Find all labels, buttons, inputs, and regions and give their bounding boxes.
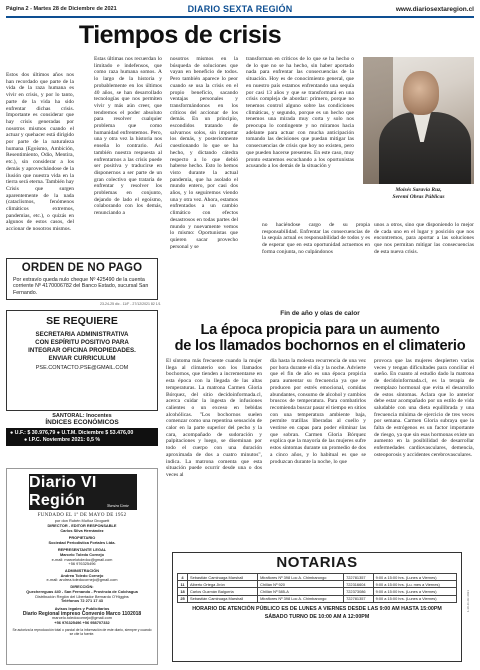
- ad-email[interactable]: PSE.CONTACTO.PSE@GMAIL.COM: [35, 365, 129, 371]
- table-row: [178, 588, 457, 595]
- table-cell: Miraflores Nº 398 Loc A. Chimbarongo: [258, 574, 344, 581]
- director-name: Carlos Silva Hernández: [60, 528, 104, 534]
- article2-text: día hasta la molesta recurrencia de una vez por hora durante el día y la noche. Advierte que el fin de año es una época propicia para aumentar su frecuencia ya que se producen por estrés emocional, comidas abundantes, consumo de alcohol y cambios bruscos de temperatura. Para combatirlos recomienda buscar pasar el tiempo en sitios con una temperatura ambiente baja, permite tratillas liberadas al cuello y vestirse en capas para poder eliminar las que sobran. Carmen Gloria Bórquez explica que la mayoría de las mujeres sufre estos síntomas durante un promedio de dos a cinco años, y lo habitual es que se produzcan durante la noche, lo que: [270, 358, 366, 465]
- table-cell: Carlos Guzmán Balgorria: [188, 588, 258, 595]
- notices-label: Avisos legales y Publicitarios: [54, 605, 110, 611]
- article1-column-3: [170, 56, 238, 250]
- article1-text: unos a otros, sino que disponiendo lo mejor de cada uno en el lugar y posición que nos encontremos, para aportar a las soluciones que nos permitan mitigar las consecuencias de esta nueva crisis.: [374, 222, 474, 255]
- ad-title: ORDEN DE NO PAGO: [21, 262, 143, 274]
- ad-line: INTEGRAR OFICINA PROPIEDADES.: [28, 347, 136, 354]
- article1-text: Estos dos últimos años nos han recordado que parte de la vida de la raza humana es vivir en crisis, y por lo tanto, parte de la vida ha sido enfrentar dichas crisis. Importante es considerar que hay crisis generadas por nosotros mismos cuando el actuar y quehacer está dirigido por parte de la naturaleza humana (Egoísmo, Ambición, Resentimiento, Odio, Mentira, etc.), sin considerar a los demás y aprovechándose de la ilusión que nuestra vida en la tierra será eterna. También hay Crisis que surgen aparentemente de la nada (cataclismos, fenómenos climáticos extremos, pandemias, etc.), o quizás en algunos de estos casos, del accionar de nosotros mismos.: [6, 72, 74, 233]
- ad-line: SECRETARIA ADMINISTRATIVA: [35, 331, 129, 338]
- economic-indices: [6, 413, 158, 446]
- article2-text: provoca que las mujeres despierten varias veces y tengan dificultades para conciliar el sueño. En cuanto al estudio dado la matrona de decidoinformada.cl, es la terapia de reemplazo hormonal que evita el desarrollo de estos síntomas. Aclara que lo anterior debe estar acompañado por un estilo de vida saludable con una dieta equilibrada y una frecuencia mínima de ejercicio de tres veces por semana. Carmen Gloria subraya que la falta de estrógenos es un factor importante de riesgo, ya que sin esas hormonas existe un aumento en la posibilidad de desarrollar enfermedades cardiovasculares, demencia, osteoporosis y accidentes cerebrovasculares.: [374, 358, 474, 458]
- distribution: Distribución Región del Libertador Bernardo O'Higgins: [35, 593, 129, 599]
- imprint-footer: Se autoriza la reproducción total o parcial de la información de este diario, siempre y cuando se cite la fuente.: [12, 627, 152, 637]
- ad-reference: 23-24-25 dic - 11/F - 27/12/2021 82 1/1: [100, 302, 161, 306]
- santoral: SANTORAL: Inocentes: [52, 413, 112, 419]
- indices-row: ● I.P.C. Noviembre 2021: 0,5 %: [24, 437, 101, 443]
- article1-text: nosotros mismos en la búsqueda de soluciones que vayan en beneficio de todos. Pero también aparece lo peor cuando se usa la crisis en el propio beneficio, sacando ventajas personales y transformándonos en los críticos del accionar de los demás. En un principio, escondidos tratando de salvarnos solos, sin importar los demás, y posteriormente cuestionando lo que se ha hecho, y dictando cátedra respecto a lo que debió haberse hecho. Esto lo hemos visto durante la actual pandemia, que ha asolado el mundo entero, por casi dos años, y lo seguiremos viendo una y otra vez. Ahora, estamos enfrentados a un cambio climático con efectos desastrosos en todas partes del mundo y nuevamente vemos lo mismo: Oportunistas que quieren sacar provecho personal y se: [170, 56, 238, 250]
- table-cell: 9:00 a 15:00 hrs. (Lunes a Viernes): [373, 595, 456, 602]
- ad-body: Por extravío queda nulo cheque Nº 425490 de la cuenta corriente Nº 4170006782 del Banco Estado, sucursal San Fernando.: [13, 277, 149, 296]
- table-row: [178, 574, 457, 581]
- author-photo: [363, 57, 474, 184]
- address-label: DIRECCIÓN:: [70, 584, 94, 590]
- table-cell: 18: [178, 588, 188, 595]
- logo-subtitle: Nuestra Gente: [106, 504, 129, 508]
- table-cell: 722316604: [344, 581, 374, 588]
- ad-line: ENVIAR CURRICULUM: [48, 355, 116, 362]
- newspaper-logo: [29, 474, 137, 510]
- notarias-saturday: SÁBADO TURNO DE 10:00 AM A 12:00PM: [264, 613, 370, 620]
- table-cell: Miraflores Nº 398 Loc A. Chimbarongo: [258, 595, 344, 602]
- legal-phone: +56 976325496: [68, 561, 96, 567]
- table-cell: 722781357: [344, 574, 374, 581]
- notarias-title: NOTARIAS: [276, 554, 358, 571]
- masthead: DIARIO SEXTA REGIÓN: [187, 4, 293, 14]
- logo-text: Diario VI Región: [29, 474, 97, 509]
- admin-label: ADMINISTRACIÓN: [64, 568, 100, 574]
- indices-box: [6, 428, 158, 446]
- article2-kicker: Fin de año y olas de calor: [280, 310, 360, 317]
- photo-caption: [363, 187, 474, 200]
- owner-label: PROPIETARIO: [68, 534, 96, 540]
- table-cell: 4: [178, 574, 188, 581]
- article1-column-2: [94, 56, 162, 217]
- table-cell: Sebastián Camiruaga Marshall: [188, 595, 258, 602]
- legal-name: Marcelo Toledo Cornejo: [59, 551, 105, 557]
- article1-text: transforman en críticos de lo que se ha hecho o de lo que no se ha hecho, sin haber aportado nada para enfrentar las consecuencias de la situación. Hoy es de conocimiento general, que en nuestro país estamos enfrentando una sequía por casi 13 años y que se transformará en una crisis compleja de abordar: primero, porque no tenemos control alguno sobre las condiciones climáticas, y segundo, porque es un hecho que tenemos una mirada muy corta y solo nos preocupa lo contingente y no miramos hacia adelante para actuar con mucha anticipación tomando las decisiones que puedan mitigar las consecuencias de crisis que hoy no existen, pero que pueden hacerse presentes. En este caso, muy pronto estaremos escuchando a los oportunistas acusando a los demás de la situación y: [246, 56, 354, 170]
- table-cell: 9:00 a 15:00 hrs. (Lunes a Viernes): [373, 588, 456, 595]
- article2-column-2: [270, 358, 366, 465]
- table-cell: 722781357: [344, 595, 374, 602]
- page-header: [6, 3, 474, 15]
- article1-title: Tiempos de crisis: [78, 21, 282, 49]
- ad-se-requiere: [6, 310, 158, 411]
- indices-title: ÍNDICES ECONÓMICOS: [45, 419, 119, 426]
- admin-name: Andrea Toledo Cornejo: [60, 572, 104, 578]
- ad-orden-no-pago: [6, 258, 158, 300]
- article2-text: El síntoma más frecuente cuando la mujer llega al climaterio son los llamados bochornos, que tienden a incrementarse en esta época con la llegada de las altas temperaturas. La matrona Carmen Gloria Bórquez, del sitio decidoinformada.cl, acerca cuidar la ingesta de infusiones calientes o un exceso en bebidas alcohólicas. "Los bochornos suelen comenzar como una repentina sensación de calor en la parte superior del pecho y la cara, acompañado de sudoración y palpitaciones y luego, se diseminan por todo el cuerpo con una duración aproximada de dos a cuatro minutos", indica. La matrona comenta que esta situación puede ocurrir desde una o dos veces al: [166, 358, 262, 478]
- founder-line: por don Rubén Muñoz Droguett: [54, 517, 110, 523]
- caption-name: Moisés Saravia Ruz,: [395, 187, 442, 193]
- notices-email[interactable]: marcelo.toledocornejo@gmail.com: [52, 615, 112, 621]
- ad-line: CON ESPÍRITU POSITIVO PARA: [35, 339, 129, 346]
- header-rule: [6, 16, 474, 18]
- legal-label: REPRESENTANTE LEGAL: [57, 547, 107, 553]
- indices-row: ● U.F.: $ 30.976,79 ● U.T.M. Diciembre $ 53.476,00: [10, 430, 134, 436]
- website-link[interactable]: www.diariosextaregion.cl: [395, 5, 474, 13]
- imprint-box: [6, 468, 158, 665]
- table-row: [178, 581, 457, 588]
- article1-column-5: [262, 222, 370, 256]
- director-label: DIRECTOR - EDITOR RESPONSABLE: [47, 523, 117, 529]
- article2-column-3: [374, 358, 474, 459]
- table-cell: 9:00 a 15:00 hrs. (Lunes a Viernes): [373, 574, 456, 581]
- table-cell: Sebastián Camiruaga Marshall: [188, 574, 258, 581]
- article2-column-1: [166, 358, 262, 479]
- notices-title: Diario Regional impreso Convenio Marco 1102018: [22, 610, 142, 617]
- table-cell: Chillán Nº 920: [258, 581, 344, 588]
- phone: Teléfonos 72 271 17 43: [61, 598, 103, 604]
- notarias-ref: 1-10-11 dic 2021: [466, 590, 470, 613]
- admin-email[interactable]: e-mail: andrea.toledocornejo@gmail.com: [46, 577, 118, 583]
- imprint-details: [11, 514, 153, 637]
- table-cell: 11: [178, 581, 188, 588]
- address: Quechereguas 440 - San Fernando - Provincia de Colchagua: [26, 588, 138, 594]
- table-cell: Chillán Nº 585-A: [258, 588, 344, 595]
- notarias-box: [172, 552, 462, 662]
- table-cell: 9:00 a 15:00 hrs. (Lu. mes a Viernes): [373, 581, 456, 588]
- table-cell: 722373086: [344, 588, 374, 595]
- article1-column-4: [246, 56, 354, 170]
- article1-text: Estas últimas nos recuerdan lo limitado e indefensos, que como raza humana somos. A lo largo de la historia y probablemente en los últimos 40 años, se han desarrollado tecnologías que nos permiten vivir y más aún creer, que tendremos el poder absoluto para resolver cualquier problema que como humanidad enfrentemos. Pero, una y otra vez la historia nos enseña lo contrario. Así también nuestra respuesta al enfrentarnos a las crisis puede ser positiva y traducirse en disponernos a ser parte de un gran colectivo que trataría de enfrentar y resolver los problemas en conjunto, dejando de lado el egoísmo, colaborando con los demás, renunciando a: [94, 56, 162, 217]
- article2-title-line: La época propicia para un aumento: [200, 322, 440, 338]
- issue-date: Página 2 - Martes 28 de Diciembre de 2021: [6, 6, 117, 12]
- article1-text: no haciéndose cargo de su propia responsabilidad. Enfrentar las consecuencias de la sequía actual es responsabilidad de todos y es de esperar que en esta oportunidad actuemos en forma conjunta, no culpándonos: [262, 222, 370, 255]
- owner-name: Sociedad Periodística Fortales Ltda.: [48, 539, 116, 545]
- article1-column-1: [6, 72, 74, 233]
- caption-role: Seremi Obras Públicas: [392, 193, 445, 200]
- notices-phones: +56 976325496 +56 958707332: [54, 620, 110, 626]
- article2-title: [166, 322, 474, 354]
- table-cell: Alberto Ortega Jirón: [188, 581, 258, 588]
- notarias-table: [177, 573, 457, 603]
- table-cell: 25: [178, 595, 188, 602]
- article2-title-line: de los llamados bochornos en el climaterio: [174, 338, 466, 354]
- ad-title: SE REQUIERE: [46, 315, 118, 327]
- article1-column-6: [374, 222, 474, 256]
- founded-line: FUNDADO EL 1º DE MAYO DE 1952: [37, 513, 127, 518]
- table-row: [178, 595, 457, 602]
- notarias-hours: HORARIO DE ATENCIÓN PÚBLICO ES DE LUNES A VIERNES DESDE LAS 9:00 AM HASTA 15:00PM: [192, 605, 442, 612]
- legal-email[interactable]: e-mail: marcelotoledoc@gmail.com: [51, 556, 113, 562]
